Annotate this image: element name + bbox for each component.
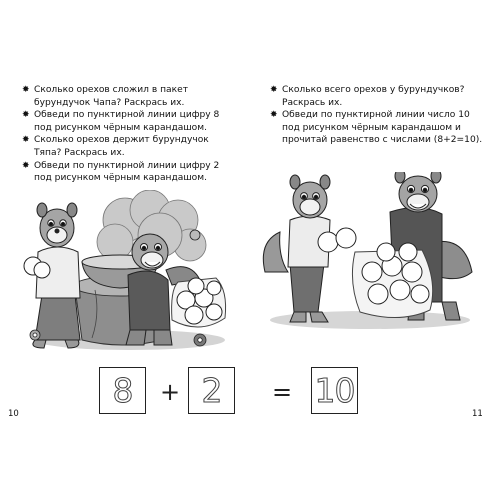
left-instructions-list: [22, 84, 238, 185]
digit-box-2: [188, 367, 235, 414]
page-number: 11: [472, 409, 483, 419]
equals-sign: =: [272, 378, 293, 406]
bullet-icon: ✸: [22, 160, 30, 171]
bullet-icon: ✸: [270, 85, 278, 95]
traced-digit: 8: [112, 371, 133, 410]
instruction-item: ✸ Обведи по пунктирной линии число 10 под рисунком чёрным карандашом и прочитай равенство с числами (8+2=10).: [270, 110, 483, 146]
instruction-item: ✸ Сколько орехов держит бурундучок Тяпа? Раскрась их.: [22, 135, 209, 158]
page-number: 10: [8, 409, 19, 419]
instruction-item: ✸ Сколько всего орехов у бурундучков? Раскрась их.: [270, 85, 465, 108]
right-instructions-list: [270, 84, 490, 147]
digit-box-8: [99, 367, 146, 414]
chipmunks-with-nuts-illustration: [20, 190, 235, 360]
plus-sign: +: [160, 378, 181, 406]
two-chipmunks-nuts-illustration: [260, 172, 480, 332]
instruction-item: ✸ Обведи по пунктирной линии цифру 2 под рисунком чёрным карандашом.: [22, 160, 220, 184]
bullet-icon: ✸: [22, 85, 30, 95]
result-box-10: [311, 367, 358, 414]
bullet-icon: ✸: [22, 110, 30, 121]
instruction-item: ✸ Обведи по пунктирной линии цифру 8 под рисунком чёрным карандашом.: [22, 110, 220, 133]
right-page: [250, 0, 500, 500]
traced-number: 10: [314, 371, 355, 410]
bullet-icon: ✸: [22, 135, 30, 146]
traced-digit: 2: [201, 371, 222, 410]
instruction-item: ✸ Сколько орехов сложил в пакет бурундучок Чапа? Раскрась их.: [22, 85, 188, 108]
bullet-icon: ✸: [270, 110, 278, 121]
